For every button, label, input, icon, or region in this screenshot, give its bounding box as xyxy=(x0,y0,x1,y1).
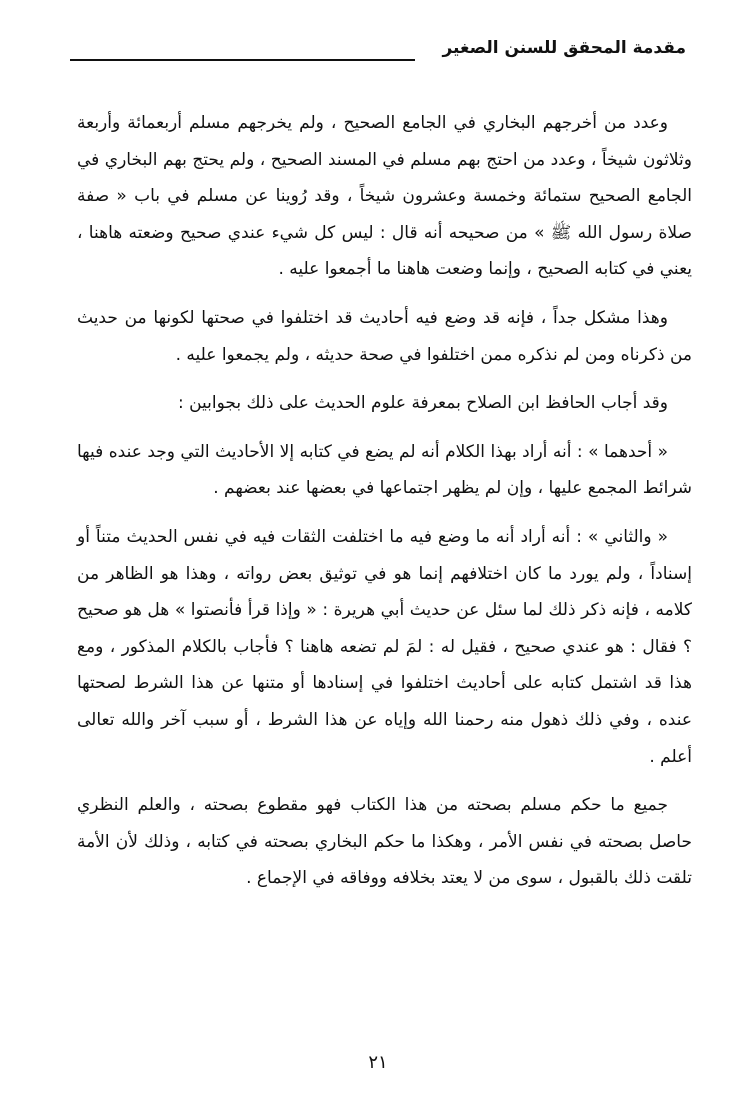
paragraph: « أحدهما » : أنه أراد بهذا الكلام أنه لم يضع في كتابه إلا الأحاديث التي وجد عنده فيها شرائط المجمع عليها ، وإن لم يظهر اجتماعها في بعضها عند بعضهم . xyxy=(77,441,692,499)
paragraph: « والثاني » : أنه أراد أنه ما وضع فيه ما اختلفت الثقات فيه في نفس الحديث متناً أو إسناداً ، ولم يورد ما كان اختلافهم إنما هو في توثيق بعض رواته ، وهذا هو الظاهر من كلامه ، فإنه ذكر ذلك لما سئل عن حديث أبي هريرة : « وإذا قرأ فأنصتوا » هل هو صحيح ؟ فقال : هو عندي صحيح ، فقيل له : لمَ لم تضعه هاهنا ؟ فأجاب بالكلام المذكور ، ومع هذا قد اشتمل كتابه على أحاديث اختلفوا في إسنادها أو متنها عن هذا الشرط لصحتها عنده ، وفي ذلك ذهول منه رحمنا الله وإياه عن هذا الشرط ، أو سبب آخر والله تعالى أعلم . xyxy=(77,526,692,767)
paragraph: وهذا مشكل جداً ، فإنه قد وضع فيه أحاديث قد اختلفوا في صحتها لكونها من حديث من ذكرناه ومن لم نذكره ممن اختلفوا في صحة حديثه ، ولم يجمعوا عليه . xyxy=(77,307,692,365)
page-number: ٢١ xyxy=(368,1052,388,1073)
body-text xyxy=(77,105,692,909)
paragraph: وقد أجاب الحافظ ابن الصلاح بمعرفة علوم الحديث على ذلك بجوابين : xyxy=(177,393,668,414)
paragraph: جميع ما حكم مسلم بصحته من هذا الكتاب فهو مقطوع بصحته ، والعلم النظري حاصل بصحته في نفس الأمر ، وهكذا ما حكم البخاري بصحته في كتابه ، وذلك لأن الأمة تلقت ذلك بالقبول ، سوى من لا يعتد بخلافه ووفاقه في الإجماع . xyxy=(77,795,692,889)
header-rule xyxy=(70,59,415,61)
paragraph: وعدد من أخرجهم البخاري في الجامع الصحيح ، ولم يخرجهم مسلم أربعمائة وأربعة وثلاثون شيخاً ، وعدد من احتج بهم مسلم في المسند الصحيح ، ولم يحتج بهم البخاري في الجامع الصحيح ستمائة وخمسة وعشرون شيخاً ، وقد رُوينا عن مسلم في باب « صفة صلاة رسول الله ﷺ » من صحيحه أنه قال : ليس كل شيء عندي صحيح وضعته هاهنا ، يعني في كتابه الصحيح ، وإنما وضعت هاهنا ما أجمعوا عليه . xyxy=(77,113,692,280)
running-header xyxy=(70,32,686,72)
header-title: مقدمة المحقق للسنن الصغير xyxy=(442,38,686,58)
